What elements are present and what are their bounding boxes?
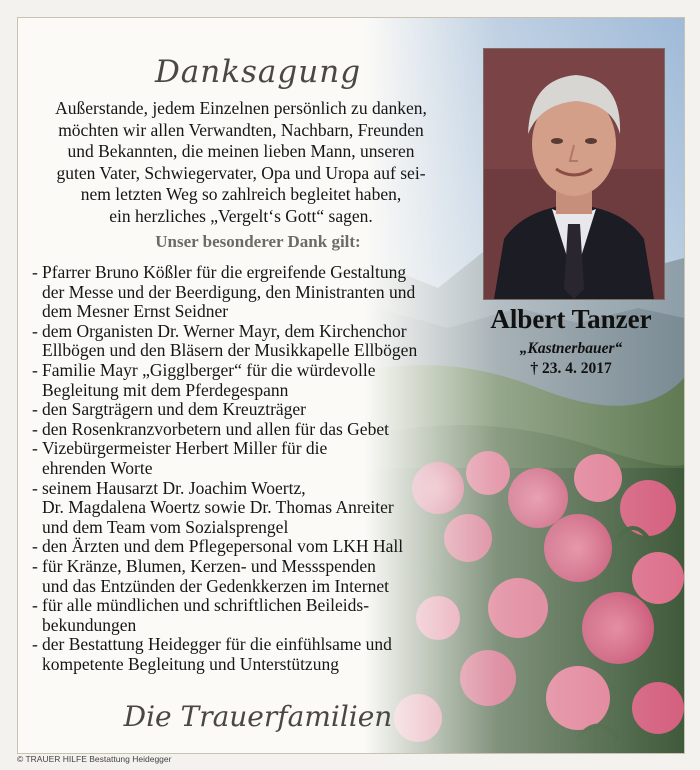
copyright-footer: © TRAUER HILFE Bestattung Heidegger <box>17 754 172 764</box>
thanks-item <box>32 420 472 440</box>
intro-line: und Bekannten, die meinen lieben Mann, unseren <box>67 141 415 161</box>
death-date: † 23. 4. 2017 <box>530 360 612 377</box>
intro-line: guten Vater, Schwiegervater, Opa und Uropa auf sei- <box>56 162 426 183</box>
card-content <box>18 18 684 753</box>
heading: Danksagung <box>154 54 362 90</box>
thanks-line: der Messe und der Beerdigung, den Ministranten und <box>42 281 416 302</box>
special-thanks-heading: Unser besonderer Dank gilt: <box>155 232 361 251</box>
thanks-line: und das Entzünden der Gedenkkerzen im Internet <box>42 575 389 596</box>
thanks-item <box>32 439 472 478</box>
thanks-line: bekundungen <box>42 614 137 635</box>
thanks-line: Begleitung mit dem Pferdegespann <box>42 379 289 400</box>
thanks-line: ehrenden Worte <box>42 457 153 478</box>
deceased-nickname: „Kastnerbauer“ <box>519 340 623 357</box>
intro-line: Außerstande, jedem Einzelnen persönlich zu danken, <box>55 98 427 118</box>
thanks-list <box>32 263 472 674</box>
thanks-item <box>32 263 472 322</box>
intro-line: möchten wir allen Verwandten, Nachbarn, Freunden <box>58 119 424 140</box>
thanks-line: und dem Team vom Sozialsprengel <box>42 516 289 537</box>
thanks-item <box>32 596 472 635</box>
thanks-item <box>32 479 472 538</box>
thanks-line: - für Kränze, Blumen, Kerzen- und Messspenden <box>42 555 376 576</box>
thanks-line: - Vizebürgermeister Herbert Miller für die <box>42 438 328 459</box>
intro-line: ein herzliches „Vergelt‘s Gott“ sagen. <box>109 205 373 226</box>
thanks-line: - Familie Mayr „Gigglberger“ für die würdevolle <box>42 359 376 380</box>
thanks-line: - seinem Hausarzt Dr. Joachim Woertz, <box>42 477 306 498</box>
thanks-item <box>32 635 472 674</box>
thanks-line: Ellbögen und den Bläsern der Musikkapelle Ellbögen <box>42 340 418 361</box>
thanks-line: - der Bestattung Heidegger für die einfühlsame und <box>42 634 392 655</box>
thanks-item <box>32 557 472 596</box>
thanks-line: - dem Organisten Dr. Werner Mayr, dem Kirchenchor <box>42 320 407 341</box>
signature: Die Trauerfamilien <box>123 700 393 733</box>
thanks-item <box>32 361 472 400</box>
intro-paragraph <box>32 98 450 227</box>
thanks-line: - den Rosenkranzvorbetern und allen für das Gebet <box>42 418 389 439</box>
thanks-line: - den Sargträgern und dem Kreuzträger <box>42 399 307 420</box>
thanks-line: - den Ärzten und dem Pflegepersonal vom LKH Hall <box>42 536 404 557</box>
thanks-line: - für alle mündlichen und schriftlichen Beileids- <box>42 595 370 616</box>
thanks-line: Dr. Magdalena Woertz sowie Dr. Thomas Anreiter <box>42 497 394 518</box>
thanks-item <box>32 537 472 557</box>
portrait-illustration <box>484 49 664 299</box>
thanks-line: dem Mesner Ernst Seidner <box>42 301 229 322</box>
thanks-line: - Pfarrer Bruno Kößler für die ergreifende Gestaltung <box>42 262 407 282</box>
intro-line: nem letzten Weg so zahlreich begleitet haben, <box>80 184 402 204</box>
portrait-photo <box>483 48 665 300</box>
thanks-item <box>32 400 472 420</box>
thanks-line: kompetente Begleitung und Unterstützung <box>42 653 339 674</box>
obituary-card <box>17 17 685 754</box>
deceased-name: Albert Tanzer <box>490 304 652 334</box>
thanks-item <box>32 322 472 361</box>
